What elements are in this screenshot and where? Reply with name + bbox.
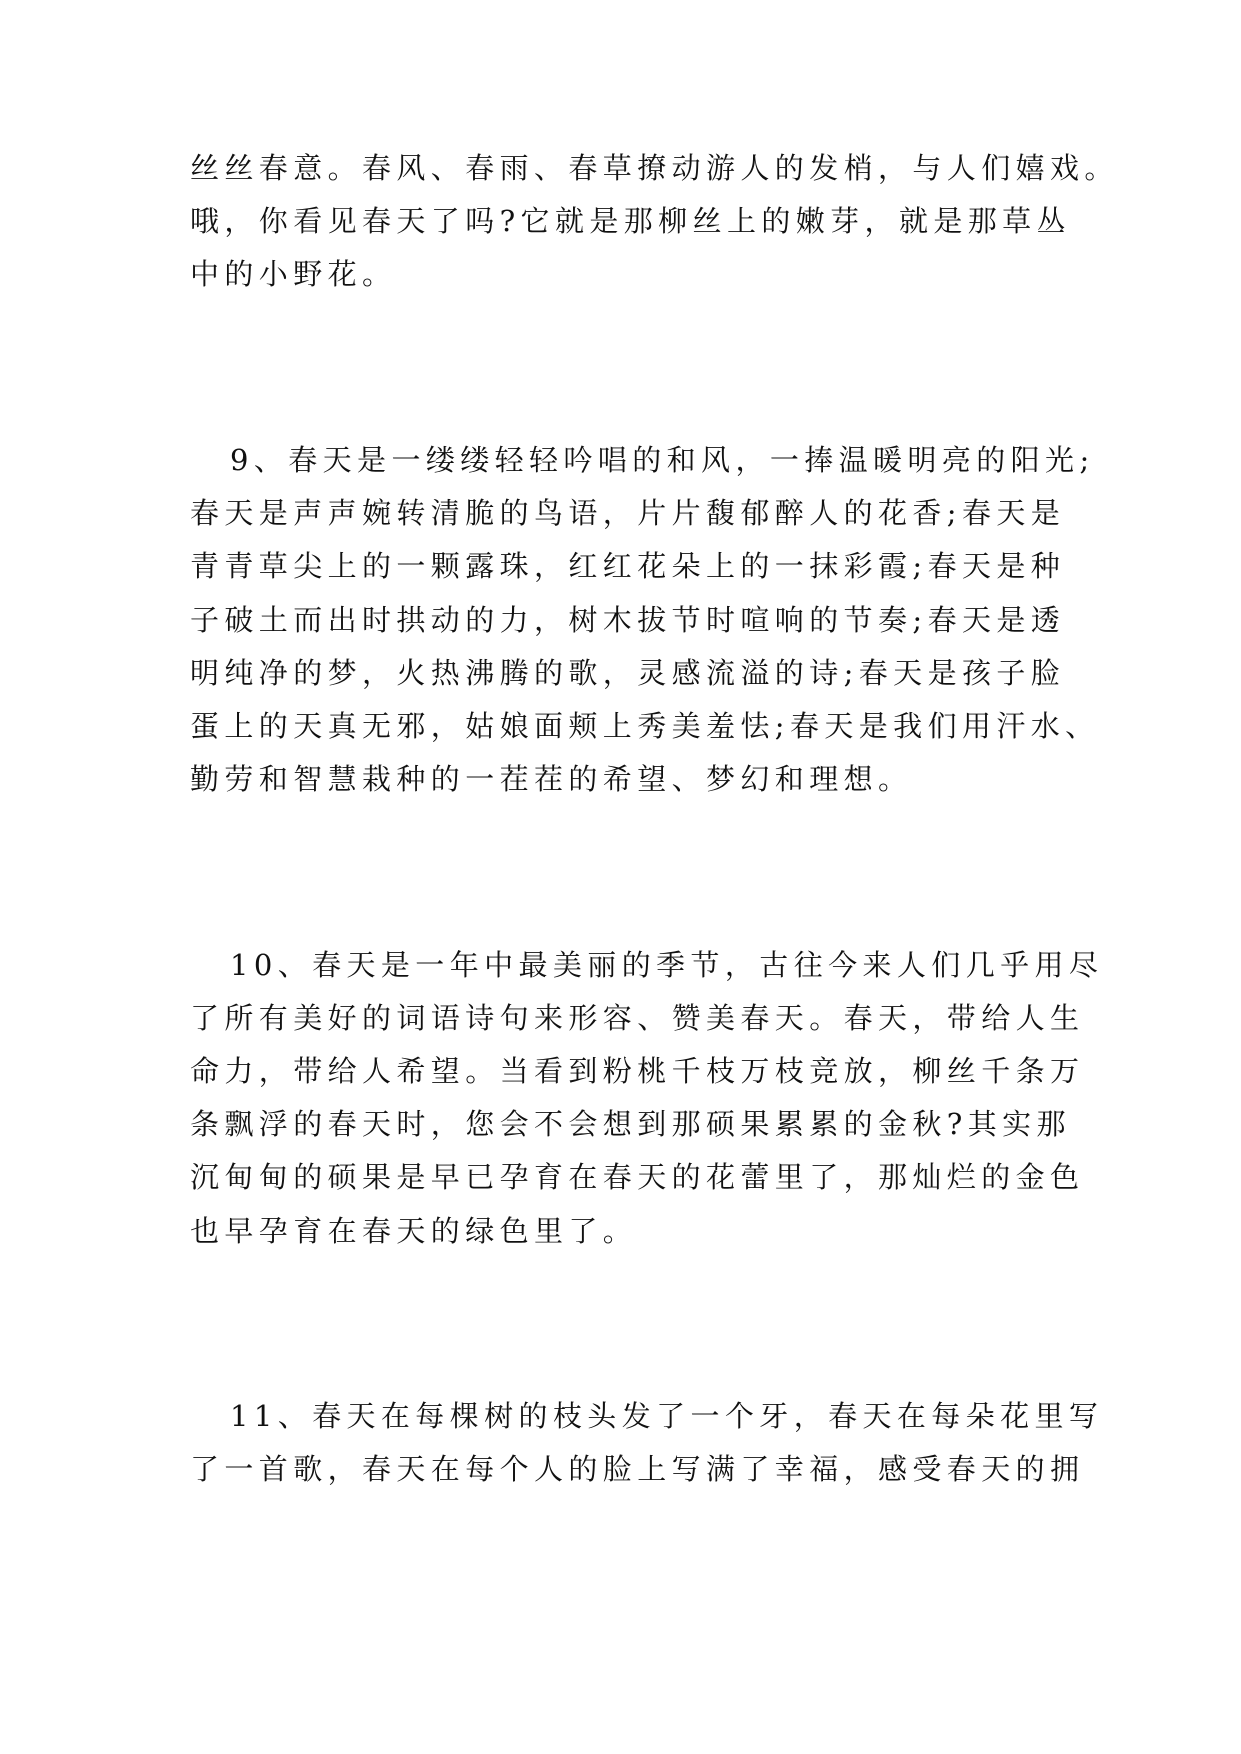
text-line: 也早孕育在春天的绿色里了。 <box>190 1214 638 1248</box>
text-line: 了一首歌，春天在每个人的脸上写满了幸福，感受春天的拥 <box>190 1452 1085 1486</box>
text-line: 子破土而出时拱动的力，树木拔节时喧响的节奏;春天是透 <box>190 603 1066 637</box>
text-line: 了所有美好的词语诗句来形容、赞美春天。春天，带给人生 <box>190 1001 1085 1035</box>
text-line: 蛋上的天真无邪，姑娘面颊上秀美羞怯;春天是我们用汗水、 <box>190 709 1100 743</box>
text-line: 中的小野花。 <box>190 257 397 291</box>
text-line: 沉甸甸的硕果是早已孕育在春天的花蕾里了，那灿烂的金色 <box>190 1160 1085 1194</box>
text-line: 9、春天是一缕缕轻轻吟唱的和风，一捧温暖明亮的阳光; <box>230 443 1095 477</box>
text-line: 条飘浮的春天时，您会不会想到那硕果累累的金秋?其实那 <box>190 1107 1071 1141</box>
text-line: 11、春天在每棵树的枝头发了一个牙，春天在每朵花里写 <box>230 1399 1104 1433</box>
text-line: 青青草尖上的一颗露珠，红红花朵上的一抹彩霞;春天是种 <box>190 549 1066 583</box>
text-line: 勤劳和智慧栽种的一茬茬的希望、梦幻和理想。 <box>190 762 913 796</box>
text-line: 10、春天是一年中最美丽的季节，古往今来人们几乎用尽 <box>230 948 1104 982</box>
text-line: 丝丝春意。春风、春雨、春草撩动游人的发梢，与人们嬉戏。 <box>190 151 1119 185</box>
text-line: 明纯净的梦，火热沸腾的歌，灵感流溢的诗;春天是孩子脸 <box>190 656 1066 690</box>
text-line: 哦，你看见春天了吗?它就是那柳丝上的嫩芽，就是那草丛 <box>190 204 1071 238</box>
text-line: 命力，带给人希望。当看到粉桃千枝万枝竞放，柳丝千条万 <box>190 1054 1085 1088</box>
text-line: 春天是声声婉转清脆的鸟语，片片馥郁醉人的花香;春天是 <box>190 496 1066 530</box>
